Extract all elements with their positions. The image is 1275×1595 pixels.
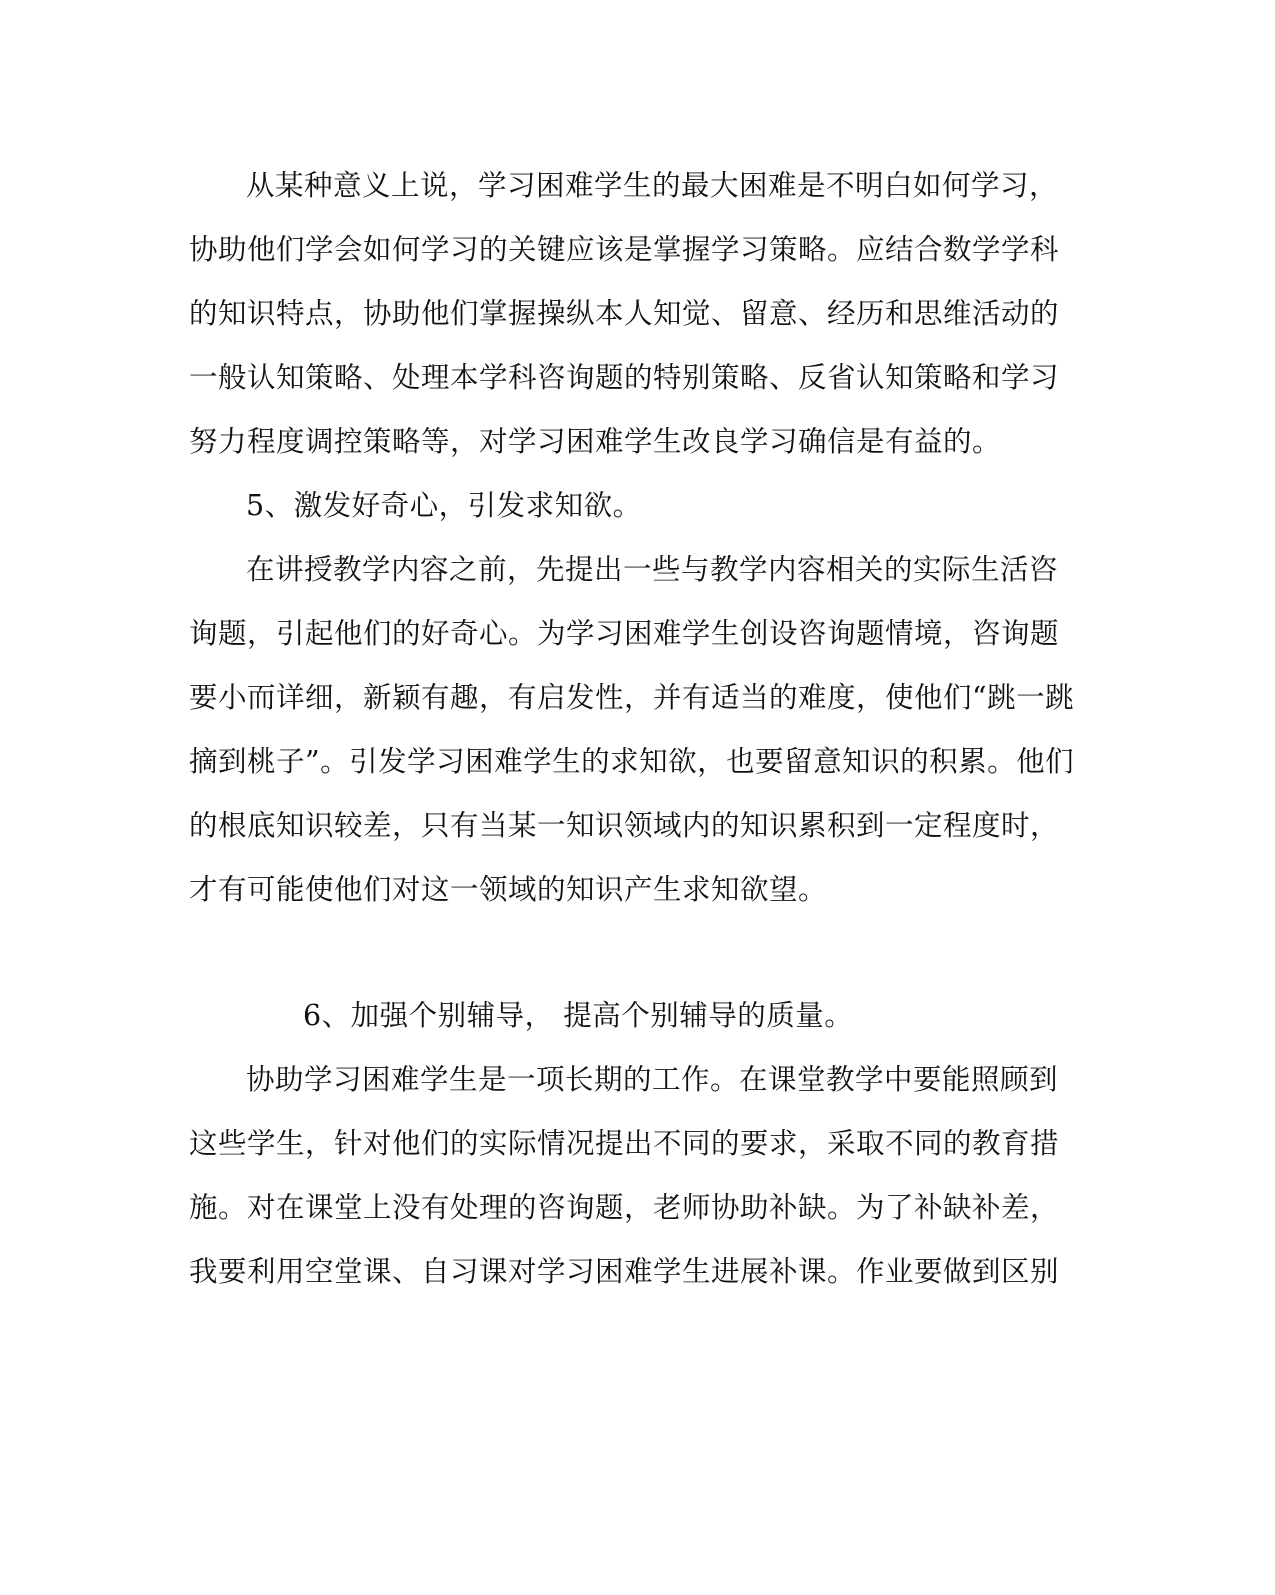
text-line: 要小而详细，新颖有趣，有启发性，并有适当的难度，使他们“跳一跳 bbox=[189, 681, 1075, 714]
text-line: 一般认知策略、处理本学科咨询题的特别策略、反省认知策略和学习 bbox=[189, 361, 1060, 394]
section-heading: 6、加强个别辅导， 提高个别辅导的质量。 bbox=[303, 999, 854, 1032]
text-line: 这些学生，针对他们的实际情况提出不同的要求，采取不同的教育措 bbox=[189, 1127, 1060, 1160]
text-line: 在讲授教学内容之前，先提出一些与教学内容相关的实际生活咨 bbox=[246, 553, 1059, 586]
section-heading: 5、激发好奇心，引发求知欲。 bbox=[246, 489, 642, 522]
text-line: 询题，引起他们的好奇心。为学习困难学生创设咨询题情境，咨询题 bbox=[189, 617, 1060, 650]
text-line: 施。对在课堂上没有处理的咨询题，老师协助补缺。为了补缺补差， bbox=[189, 1191, 1060, 1224]
text-line: 协助他们学会如何学习的关键应该是掌握学习策略。应结合数学学科 bbox=[189, 233, 1060, 266]
text-line: 的知识特点，协助他们掌握操纵本人知觉、留意、经历和思维活动的 bbox=[189, 297, 1060, 330]
text-line: 努力程度调控策略等，对学习困难学生改良学习确信是有益的。 bbox=[189, 425, 1002, 458]
text-line: 协助学习困难学生是一项长期的工作。在课堂教学中要能照顾到 bbox=[246, 1063, 1059, 1096]
text-line: 从某种意义上说，学习困难学生的最大困难是不明白如何学习， bbox=[246, 169, 1059, 202]
text-line: 我要利用空堂课、自习课对学习困难学生进展补课。作业要做到区别 bbox=[189, 1255, 1060, 1288]
text-line: 的根底知识较差，只有当某一知识领域内的知识累积到一定程度时， bbox=[189, 809, 1060, 842]
text-line: 摘到桃子”。引发学习困难学生的求知欲，也要留意知识的积累。他们 bbox=[189, 745, 1075, 778]
text-line: 才有可能使他们对这一领域的知识产生求知欲望。 bbox=[189, 873, 828, 906]
